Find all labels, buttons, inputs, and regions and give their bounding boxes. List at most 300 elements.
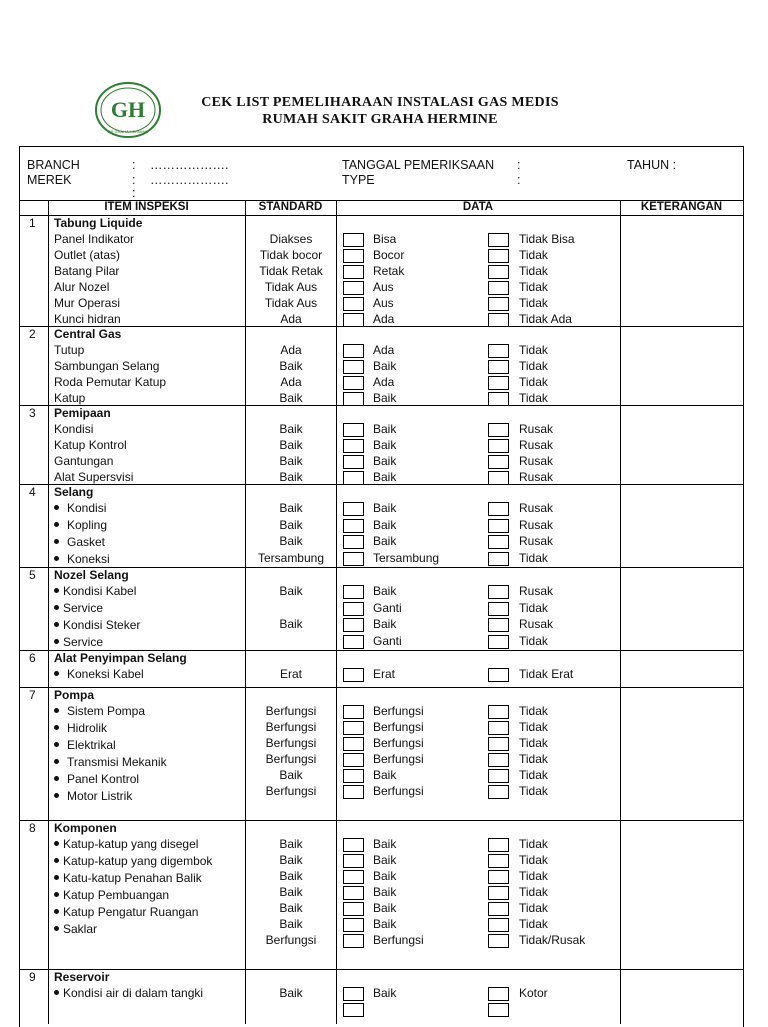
standard-value: Tidak Aus xyxy=(264,280,318,294)
option-b-label: Tidak xyxy=(519,264,548,278)
option-b-label: Tidak xyxy=(519,550,548,565)
checkbox-b[interactable] xyxy=(488,360,509,374)
inspection-item xyxy=(54,501,106,515)
inspection-item xyxy=(54,601,103,615)
option-b-label: Tidak xyxy=(519,768,548,782)
checkbox-b[interactable] xyxy=(488,886,509,900)
bullet-icon xyxy=(54,742,59,747)
bullet-icon xyxy=(54,639,59,644)
option-b-label: Tidak xyxy=(519,375,548,389)
bullet-icon xyxy=(54,841,59,846)
standard-value: Berfungsi xyxy=(265,720,317,734)
checkbox-b[interactable] xyxy=(488,902,509,916)
checkbox-a[interactable] xyxy=(343,376,364,390)
inspection-item xyxy=(54,704,145,718)
item-label: Gasket xyxy=(67,535,106,549)
section-title: Alat Penyimpan Selang xyxy=(54,651,187,665)
item-label: Katup Pengatur Ruangan xyxy=(63,905,199,919)
checkbox-a[interactable] xyxy=(343,737,364,751)
bullet-icon xyxy=(54,725,59,730)
inspection-item xyxy=(54,280,109,294)
option-b-label: Tidak xyxy=(519,784,548,798)
checkbox-b[interactable] xyxy=(488,439,509,453)
option-a-label: Retak xyxy=(373,264,405,278)
item-label: Motor Listrik xyxy=(67,789,133,803)
extra-colon: : xyxy=(132,186,136,200)
checkbox-a[interactable] xyxy=(343,854,364,868)
checkbox-b[interactable] xyxy=(488,854,509,868)
checkbox-b[interactable] xyxy=(488,502,509,516)
inspection-item xyxy=(54,248,120,262)
option-a-label: Baik xyxy=(373,501,397,515)
inspection-item xyxy=(54,518,107,532)
section-title: Nozel Selang xyxy=(54,568,129,582)
section-number: 8 xyxy=(29,821,36,835)
checkbox-b[interactable] xyxy=(488,668,509,682)
logo-initials: GH xyxy=(110,97,146,122)
item-label: Transmisi Mekanik xyxy=(67,755,167,769)
standard-value: Tidak Retak xyxy=(259,264,323,278)
document-title: CEK LIST PEMELIHARAAN INSTALASI GAS MEDIS xyxy=(201,95,559,110)
checkbox-a[interactable] xyxy=(343,838,364,852)
tanggal-label: TANGGAL PEMERIKSAAN xyxy=(342,158,495,172)
merek-value[interactable]: ………………. xyxy=(150,173,229,187)
section-title: Pompa xyxy=(54,688,95,702)
checkbox-b[interactable] xyxy=(488,471,509,485)
option-a-label: Aus xyxy=(373,280,394,294)
item-label: Saklar xyxy=(63,922,98,936)
checkbox-a[interactable] xyxy=(343,902,364,916)
standard-value: Berfungsi xyxy=(265,736,317,750)
checkbox-a[interactable] xyxy=(343,297,364,311)
item-label: Koneksi xyxy=(67,552,110,566)
checkbox-b[interactable] xyxy=(488,344,509,358)
section-number: 9 xyxy=(29,970,36,984)
option-b-label: Tidak xyxy=(519,280,548,294)
checkbox-b[interactable] xyxy=(488,297,509,311)
checkbox-b[interactable] xyxy=(488,934,509,948)
inspection-item xyxy=(54,422,93,436)
checkbox-a[interactable] xyxy=(343,918,364,932)
bullet-icon xyxy=(54,539,59,544)
bullet-icon xyxy=(54,671,59,676)
option-b-label: Tidak xyxy=(519,736,548,750)
standard-value: Baik xyxy=(279,454,303,468)
item-label: Panel Kontrol xyxy=(67,772,140,786)
checkbox-a[interactable] xyxy=(343,552,364,566)
checkbox-a[interactable] xyxy=(343,392,364,406)
standard-value: Baik xyxy=(279,501,303,515)
option-b-label: Tidak xyxy=(519,600,548,615)
checkbox-a[interactable] xyxy=(343,535,364,549)
inspection-item xyxy=(54,618,140,632)
inspection-item xyxy=(54,755,167,769)
inspection-item xyxy=(54,359,159,373)
tanggal-colon: : xyxy=(517,158,521,172)
option-a-label: Baik xyxy=(373,534,397,548)
standard-value: Baik xyxy=(279,869,303,883)
inspection-item xyxy=(54,552,110,566)
item-label: Koneksi Kabel xyxy=(67,667,144,681)
checkbox-a[interactable] xyxy=(343,281,364,295)
checkbox-a[interactable] xyxy=(343,439,364,453)
standard-value: Baik xyxy=(279,853,303,867)
logo-caption: RS GRAHA HERMINE xyxy=(107,129,149,134)
option-b-label: Tidak xyxy=(519,853,548,867)
checkbox-a[interactable] xyxy=(343,1003,364,1017)
item-label: Kunci hidran xyxy=(54,312,121,326)
item-label: Roda Pemutar Katup xyxy=(54,375,167,389)
option-a-label: Ada xyxy=(373,375,395,389)
option-b-label: Tidak/Rusak xyxy=(519,933,586,947)
item-label: Hidrolik xyxy=(67,721,108,735)
option-a-label: Berfungsi xyxy=(373,704,424,718)
checkbox-b[interactable] xyxy=(488,602,509,616)
option-a-label: Ganti xyxy=(373,600,402,615)
checkbox-b[interactable] xyxy=(488,392,509,406)
section-divider xyxy=(19,820,743,821)
col-line-num xyxy=(48,200,49,1024)
inspection-item xyxy=(54,454,113,468)
standard-value: Erat xyxy=(279,667,302,681)
section-number: 3 xyxy=(29,406,36,420)
item-label: Kondisi xyxy=(54,422,94,436)
standard-value: Berfungsi xyxy=(265,752,317,766)
option-b-label: Tidak xyxy=(519,869,548,883)
section-title: Central Gas xyxy=(54,327,122,341)
standard-value: Baik xyxy=(279,617,303,631)
merek-colon: : xyxy=(132,173,136,187)
bullet-icon xyxy=(54,909,59,914)
option-a-label: Baik xyxy=(373,391,397,405)
checkbox-a[interactable] xyxy=(343,635,364,649)
item-label: Sistem Pompa xyxy=(67,704,146,718)
checkbox-b[interactable] xyxy=(488,423,509,437)
checkbox-a[interactable] xyxy=(343,344,364,358)
option-a-label: Baik xyxy=(373,584,397,598)
item-label: Kopling xyxy=(67,518,108,532)
option-b-label: Tidak xyxy=(519,296,548,310)
checkbox-a[interactable] xyxy=(343,785,364,799)
option-a-label: Berfungsi xyxy=(373,736,424,750)
bullet-icon xyxy=(54,622,59,627)
col-header-data: DATA xyxy=(462,201,494,213)
tahun-label: TAHUN : xyxy=(627,158,677,172)
section-number: 5 xyxy=(29,568,36,582)
col-line-ket xyxy=(620,200,621,1024)
inspection-item xyxy=(54,721,107,735)
inspection-item xyxy=(54,343,84,357)
section-divider xyxy=(19,969,743,970)
checkbox-b[interactable] xyxy=(488,265,509,279)
option-a-label: Baik xyxy=(373,837,397,851)
checkbox-a[interactable] xyxy=(343,423,364,437)
type-label: TYPE xyxy=(342,173,375,187)
section-number: 1 xyxy=(29,216,36,230)
inspection-item xyxy=(54,837,198,851)
checkbox-b[interactable] xyxy=(488,785,509,799)
checkbox-a[interactable] xyxy=(343,602,364,616)
section-number: 4 xyxy=(29,485,36,499)
standard-value: Berfungsi xyxy=(265,704,317,718)
option-b-label: Rusak xyxy=(519,422,554,436)
checkbox-b[interactable] xyxy=(488,585,509,599)
checkbox-a[interactable] xyxy=(343,987,364,1001)
option-b-label: Rusak xyxy=(519,501,554,515)
option-a-label: Aus xyxy=(373,296,394,310)
section-title: Pemipaan xyxy=(54,406,111,420)
bullet-icon xyxy=(54,990,59,995)
item-label: Gantungan xyxy=(54,454,114,468)
inspection-item xyxy=(54,635,103,649)
checkbox-b[interactable] xyxy=(488,870,509,884)
option-a-label: Baik xyxy=(373,438,397,452)
bullet-icon xyxy=(54,776,59,781)
checkbox-b[interactable] xyxy=(488,376,509,390)
item-label: Katu-katup Penahan Balik xyxy=(63,871,202,885)
option-a-label: Baik xyxy=(373,454,397,468)
checkbox-b[interactable] xyxy=(488,1003,509,1017)
form-info xyxy=(22,148,742,200)
checkbox-b[interactable] xyxy=(488,281,509,295)
hospital-logo xyxy=(93,80,163,142)
item-label: Batang Pilar xyxy=(54,264,120,278)
checkbox-a[interactable] xyxy=(343,886,364,900)
option-a-label: Baik xyxy=(373,869,397,883)
option-b-label: Tidak xyxy=(519,633,548,648)
checkbox-a[interactable] xyxy=(343,265,364,279)
checkbox-b[interactable] xyxy=(488,519,509,533)
option-a-label: Ganti xyxy=(373,633,402,648)
checkbox-a[interactable] xyxy=(343,721,364,735)
checkbox-b[interactable] xyxy=(488,737,509,751)
checkbox-a[interactable] xyxy=(343,705,364,719)
checkbox-b[interactable] xyxy=(488,618,509,632)
bullet-icon xyxy=(54,708,59,713)
option-b-label: Rusak xyxy=(519,438,554,452)
bullet-icon xyxy=(54,875,59,880)
checkbox-b[interactable] xyxy=(488,918,509,932)
standard-value: Tidak Aus xyxy=(264,296,318,310)
option-a-label: Ada xyxy=(373,312,395,326)
checkbox-b[interactable] xyxy=(488,721,509,735)
inspection-item xyxy=(54,312,121,326)
option-b-label: Rusak xyxy=(519,617,554,631)
section-divider xyxy=(19,405,743,406)
inspection-item xyxy=(54,391,85,405)
inspection-item xyxy=(54,772,139,786)
option-a-label: Baik xyxy=(373,359,397,373)
checkbox-b[interactable] xyxy=(488,769,509,783)
bullet-icon xyxy=(54,556,59,561)
standard-value: Baik xyxy=(279,391,303,405)
option-a-label: Berfungsi xyxy=(373,720,424,734)
section-divider xyxy=(19,687,743,688)
checkbox-a[interactable] xyxy=(343,870,364,884)
standard-value: Baik xyxy=(279,517,303,532)
checkbox-a[interactable] xyxy=(343,585,364,599)
standard-value: Tersambung xyxy=(257,550,325,565)
section-number: 7 xyxy=(29,688,36,702)
standard-value: Baik xyxy=(279,422,303,436)
option-b-label: Tidak xyxy=(519,343,548,357)
checkbox-b[interactable] xyxy=(488,987,509,1001)
option-a-label: Baik xyxy=(373,470,397,484)
option-a-label: Berfungsi xyxy=(373,752,424,766)
standard-value: Ada xyxy=(280,343,302,357)
col-line-data xyxy=(336,200,337,1024)
branch-value[interactable]: ………………. xyxy=(150,158,229,172)
option-b-label: Tidak Erat xyxy=(519,667,574,681)
standard-value: Baik xyxy=(279,917,303,931)
checkbox-a[interactable] xyxy=(343,360,364,374)
checkbox-a[interactable] xyxy=(343,455,364,469)
inspection-item xyxy=(54,470,133,484)
option-a-label: Bocor xyxy=(373,248,405,262)
col-header-item: ITEM INSPEKSI xyxy=(104,201,189,213)
standard-value: Tidak bocor xyxy=(259,248,323,262)
bullet-icon xyxy=(54,759,59,764)
standard-value: Baik xyxy=(279,584,303,598)
inspection-item xyxy=(54,888,169,902)
option-a-label: Baik xyxy=(373,422,397,436)
checkbox-b[interactable] xyxy=(488,753,509,767)
inspection-item xyxy=(54,789,132,803)
option-b-label: Rusak xyxy=(519,470,554,484)
bullet-icon xyxy=(54,605,59,610)
checkbox-a[interactable] xyxy=(343,249,364,263)
standard-value: Ada xyxy=(280,312,302,326)
inspection-item xyxy=(54,905,198,919)
checkbox-b[interactable] xyxy=(488,313,509,327)
item-label: Katup xyxy=(54,391,86,405)
option-b-label: Tidak xyxy=(519,720,548,734)
item-label: Elektrikal xyxy=(67,738,116,752)
checkbox-a[interactable] xyxy=(343,753,364,767)
inspection-item xyxy=(54,232,134,246)
document-header xyxy=(0,80,768,140)
checkbox-b[interactable] xyxy=(488,552,509,566)
item-label: Mur Operasi xyxy=(54,296,121,310)
bullet-icon xyxy=(54,858,59,863)
checkbox-b[interactable] xyxy=(488,838,509,852)
option-a-label: Baik xyxy=(373,517,397,532)
item-label: Katup-katup yang digembok xyxy=(63,854,213,868)
option-a-label: Baik xyxy=(373,768,397,782)
option-b-label: Tidak xyxy=(519,248,548,262)
option-b-label: Tidak xyxy=(519,901,548,915)
inspection-item xyxy=(54,854,212,868)
checkbox-a[interactable] xyxy=(343,471,364,485)
option-a-label: Tersambung xyxy=(373,550,440,565)
standard-value: Diakses xyxy=(269,232,313,246)
standard-value: Baik xyxy=(279,901,303,915)
option-b-label: Tidak xyxy=(519,391,548,405)
standard-value: Ada xyxy=(280,375,302,389)
branch-label: BRANCH xyxy=(27,158,80,172)
option-a-label: Berfungsi xyxy=(373,933,424,947)
inspection-item xyxy=(54,986,203,1000)
item-label: Kondisi Steker xyxy=(63,618,141,632)
item-label: Service xyxy=(63,601,104,615)
bullet-icon xyxy=(54,793,59,798)
item-label: Kondisi air di dalam tangki xyxy=(63,986,204,1000)
standard-value: Baik xyxy=(279,837,303,851)
option-a-label: Baik xyxy=(373,901,397,915)
checkbox-b[interactable] xyxy=(488,233,509,247)
checkbox-b[interactable] xyxy=(488,705,509,719)
option-b-label: Tidak xyxy=(519,359,548,373)
section-divider xyxy=(19,484,743,485)
item-label: Kondisi xyxy=(67,501,107,515)
checkbox-a[interactable] xyxy=(343,668,364,682)
checkbox-a[interactable] xyxy=(343,233,364,247)
inspection-item xyxy=(54,264,119,278)
branch-colon: : xyxy=(132,158,136,172)
item-label: Katup-katup yang disegel xyxy=(63,837,199,851)
item-label: Service xyxy=(63,635,104,649)
option-b-label: Rusak xyxy=(519,517,554,532)
inspection-item xyxy=(54,584,136,598)
section-title: Reservoir xyxy=(54,970,110,984)
option-a-label: Baik xyxy=(373,917,397,931)
item-label: Alat Supersvisi xyxy=(54,470,134,484)
checkbox-a[interactable] xyxy=(343,934,364,948)
checkbox-b[interactable] xyxy=(488,635,509,649)
option-b-label: Tidak xyxy=(519,704,548,718)
type-colon: : xyxy=(517,173,521,187)
item-label: Kondisi Kabel xyxy=(63,584,137,598)
inspection-item xyxy=(54,535,105,549)
item-label: Tutup xyxy=(54,343,85,357)
option-a-label: Bisa xyxy=(373,232,397,246)
checkbox-b[interactable] xyxy=(488,249,509,263)
option-a-label: Ada xyxy=(373,343,395,357)
checkbox-b[interactable] xyxy=(488,535,509,549)
item-label: Katup Pembuangan xyxy=(63,888,170,902)
checkbox-b[interactable] xyxy=(488,455,509,469)
bullet-icon xyxy=(54,926,59,931)
checkbox-a[interactable] xyxy=(343,313,364,327)
standard-value: Baik xyxy=(279,359,303,373)
checkbox-a[interactable] xyxy=(343,769,364,783)
option-a-label: Erat xyxy=(373,667,396,681)
option-b-label: Tidak xyxy=(519,885,548,899)
checkbox-a[interactable] xyxy=(343,519,364,533)
col-header-standard: STANDARD xyxy=(258,201,323,213)
checkbox-a[interactable] xyxy=(343,502,364,516)
inspection-item xyxy=(54,738,116,752)
option-b-label: Rusak xyxy=(519,584,554,598)
inspection-item xyxy=(54,922,97,936)
option-b-label: Tidak xyxy=(519,752,548,766)
standard-value: Baik xyxy=(279,438,303,452)
checkbox-a[interactable] xyxy=(343,618,364,632)
option-a-label: Baik xyxy=(373,885,397,899)
inspection-item xyxy=(54,296,120,310)
section-number: 6 xyxy=(29,651,36,665)
option-b-label: Tidak Ada xyxy=(519,312,572,326)
section-title: Tabung Liquide xyxy=(54,216,143,230)
option-b-label: Tidak xyxy=(519,837,548,851)
standard-value: Baik xyxy=(279,986,303,1000)
section-title: Komponen xyxy=(54,821,117,835)
option-a-label: Baik xyxy=(373,986,397,1000)
option-b-label: Tidak Bisa xyxy=(519,232,575,246)
item-label: Panel Indikator xyxy=(54,232,135,246)
section-number: 2 xyxy=(29,327,36,341)
standard-value: Baik xyxy=(279,768,303,782)
